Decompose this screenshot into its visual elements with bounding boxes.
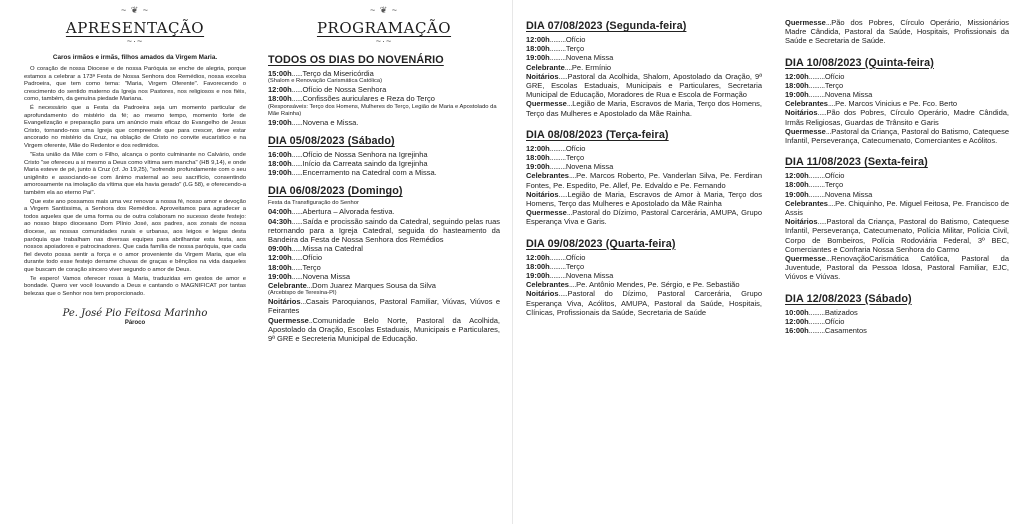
entry-time: 19:00h (526, 53, 550, 63)
entry-label: Quermesse (785, 126, 826, 136)
leader-dots: ...... (291, 117, 303, 127)
entry-time: 18:00h (785, 180, 809, 190)
role-entry (268, 316, 500, 344)
entry-text: Pe. Antônio Mendes, Pe. Sérgio, e Pe. Sebastião (576, 280, 740, 290)
entry-time: 18:00h (268, 159, 292, 169)
day-heading: DIA 06/08/2023 (Domingo) (268, 185, 403, 198)
entry-text: Ofício (565, 143, 586, 153)
entry-text: Novena Missa (565, 271, 614, 281)
schedule-column-4 (785, 6, 1009, 518)
entry-time: 19:00h (526, 162, 550, 172)
section-dia-06 (268, 185, 500, 343)
entry-time: 18:00h (526, 44, 550, 54)
schedule-entry (526, 35, 762, 44)
entry-label: Noitários (785, 217, 818, 227)
entry-text: Pastoral da Criança, Pastoral do Batismo, Catequese Infantil, Perseverança, Catecumenato, Polícia Militar, Polícia Civil, Corpo de Bombeiros, Polícia Rodoviária Federal, 3º BEC, Comerciantes e Confraria Nossa Senhora do Carmo (785, 217, 1009, 254)
leader-dots: .... (568, 280, 577, 290)
role-entry (785, 18, 1009, 46)
schedule-entry (268, 150, 500, 159)
entry-time: 12:00h (785, 71, 809, 81)
entry-text: Confissões auriculares e Reza do Terço (302, 94, 435, 104)
entry-text: Missa na Catedral (302, 244, 363, 254)
entry-text: Pe. Marcos Vinicius e Pe. Fco. Berto (835, 99, 958, 109)
entry-time: 19:00h (268, 168, 292, 178)
schedule-entry (268, 217, 500, 245)
leader-dots: ... (825, 254, 832, 264)
role-entry (526, 280, 762, 289)
entry-time: 12:00h (268, 253, 292, 263)
entry-text: Encerramento na Catedral com a Missa. (302, 168, 437, 178)
entry-label: Noitários (526, 189, 559, 199)
entry-text: Abertura – Alvorada festiva. (302, 207, 395, 217)
role-entry (526, 289, 762, 317)
entry-time: 16:00h (785, 326, 809, 336)
entry-text: Pastoral da Acolhida, Shalom, Apostolado da Oração, 9ª GRE, Escolas Estaduais, Municipais e Particulares, Secretaria Municipal de Educação, Moradores de Rua e Escola de Formação (526, 71, 762, 100)
entry-text: Pão dos Pobres, Círculo Operário, Missionários Madre Cândida, Pastoral da Saúde, Hospitais, Profissionais da Saúde e Secretaria de Saúde. (785, 18, 1009, 46)
leader-dots: ......... (549, 252, 566, 262)
entry-time: 12:00h (526, 252, 550, 262)
entry-text: Casais Paroquianos, Pastoral Familiar, Viúvas, Viúvos e Feirantes (268, 297, 500, 316)
programacao-column (268, 6, 500, 518)
schedule-entry (526, 271, 762, 280)
schedule-column-3 (526, 6, 762, 518)
schedule-entry (268, 94, 500, 103)
schedule-entry (268, 159, 500, 168)
entry-text: Ofício (565, 35, 586, 44)
entry-text: Pe. Ermínio (571, 62, 612, 72)
leader-dots: ..... (558, 71, 568, 81)
schedule-entry (785, 308, 1009, 317)
entry-time: 10:00h (785, 307, 809, 317)
leader-dots: ... (825, 126, 832, 136)
schedule-entry (268, 207, 500, 216)
entry-time: 19:00h (268, 271, 292, 281)
role-entry (526, 171, 762, 189)
entry-time: 12:00h (526, 35, 550, 44)
leader-dots: ...... (291, 244, 303, 254)
entry-text: Ofício de Nossa Senhora na Igrejinha (302, 149, 428, 159)
entry-text: Pastoral do Dízimo, Pastoral Carcerária, Grupo Esperança Viva, Acólitos, AMUPA, Pastoral da Saúde, Hospitais, Clínicas, Profissionais da Saúde, Secretaria de Saúde (526, 289, 762, 317)
signature: Pe. José Pio Feitosa Marinho (62, 308, 208, 320)
schedule-entry (526, 53, 762, 62)
role-entry (526, 99, 762, 117)
note-text: (Responsáveis: Terço dos Homens, Mulheres do Terço, Legião de Maria e Apostolado da Mãe Rainha) (268, 103, 497, 117)
paragraph: Te espero! Vamos oferecer rosas à Maria, traduzidas em gestos de amor e bondade. Quero ver você louvando a Deus e cantando o MAGNIFICAT por tantas belezas que o Senhor nos tem proporcionado. (24, 275, 246, 297)
entry-label: Quermesse (526, 99, 567, 109)
entry-time: 16:00h (268, 149, 292, 159)
entry-text: Pão dos Pobres, Círculo Operário, Madre Cândida, Irmãs Religiosas, Guardas de Trânsito e Garis (785, 108, 1009, 127)
leader-dots: ..... (817, 108, 827, 118)
schedule-entry (268, 69, 500, 78)
entry-label: Celebrante (268, 281, 307, 291)
entry-text: Pe. Chiquinho, Pe. Miguel Feitosa, Pe. Francisco de Assis (785, 198, 1009, 218)
leader-dots: ......... (549, 261, 566, 271)
role-entry (785, 199, 1009, 217)
flourish-bottom-icon: ~·~ (375, 36, 393, 46)
schedule-entry (785, 317, 1009, 326)
role-entry (785, 217, 1009, 254)
leader-dots: .... (564, 62, 572, 72)
entry-text: Ofício de Nossa Senhora (302, 85, 387, 95)
day-heading: DIA 08/08/2023 (Terça-feira) (526, 128, 669, 141)
section-dia-12 (785, 293, 1009, 336)
section-dia-09 (526, 238, 762, 317)
schedule-entry (268, 85, 500, 94)
entry-time: 15:00h (268, 69, 292, 78)
leader-dots: ......... (549, 271, 566, 281)
section-dia-10 (785, 57, 1009, 146)
leader-dots: ... (306, 281, 313, 291)
entry-time: 04:00h (268, 207, 292, 217)
leader-dots: .... (568, 171, 577, 181)
schedule-entry (785, 171, 1009, 180)
leader-dots: ......... (808, 80, 825, 90)
entry-time: 12:00h (526, 143, 550, 153)
entry-label: Noitários (526, 71, 559, 81)
entry-text: Terço (824, 80, 844, 90)
leader-dots: .... (827, 99, 836, 109)
section-dia-11 (785, 156, 1009, 281)
entry-text: Terço da Misericórdia (302, 69, 374, 78)
note-text: (Arcebispo de Teresina-PI) (268, 290, 337, 297)
entry-text: Novena e Missa. (302, 117, 359, 127)
leader-dots: ...... (291, 85, 303, 95)
entry-text: Terço (565, 44, 585, 54)
entry-text: Terço (824, 180, 844, 190)
schedule-entry (526, 162, 762, 171)
role-entry (785, 99, 1009, 108)
apresentacao-column (24, 6, 246, 518)
entry-text: Saída e procissão saindo da Catedral, seguindo pelas ruas retornando para a Igreja Catedral, seguida do hasteamento da Bandeira da Festa de Nossa Senhora dos Remédios (268, 216, 500, 245)
entry-text: Terço (302, 262, 321, 272)
entry-label: Celebrante (526, 62, 565, 72)
leader-dots: ......... (808, 90, 825, 100)
entry-time: 04:30h (268, 216, 292, 226)
leader-dots: ..... (558, 189, 568, 199)
fold-line (512, 0, 513, 524)
leader-dots: ...... (291, 94, 303, 104)
leader-dots: ...... (291, 262, 303, 272)
role-entry (268, 297, 500, 315)
entry-text: Batizados (824, 307, 858, 317)
schedule-entry (268, 244, 500, 253)
leader-dots: ......... (808, 189, 825, 199)
entry-time: 19:00h (526, 271, 550, 281)
schedule-entry (526, 44, 762, 53)
signature-role: Pároco (124, 320, 146, 327)
leader-dots: ......... (549, 153, 566, 163)
entry-time: 18:00h (526, 261, 550, 271)
entry-time: 18:00h (526, 153, 550, 163)
entry-time: 19:00h (268, 117, 292, 127)
schedule-entry (526, 144, 762, 153)
schedule-entry (785, 90, 1009, 99)
leader-dots: ...... (291, 216, 303, 226)
leader-dots: ......... (549, 162, 566, 172)
leader-dots: ......... (808, 316, 825, 326)
entry-label: Noitários (268, 297, 301, 307)
section-todos-os-dias (268, 54, 500, 127)
entry-text: Novena Missa (565, 53, 614, 63)
leader-dots: ...... (291, 207, 303, 217)
flourish-top-icon: ~ ❦ ~ (369, 6, 399, 15)
entry-text: Pastoral do Dízimo, Pastoral Carcerária, AMUPA, Grupo Esperança Viva e Garis. (526, 208, 762, 227)
leader-dots: ......... (549, 53, 566, 63)
role-entry (526, 208, 762, 226)
role-entry (526, 63, 762, 72)
leader-dots: ...... (291, 149, 303, 159)
paragraph: É necessário que a Festa da Padroeira seja um momento particular de aprofundamento do mistério da fé; ao mesmo tempo, momento forte de Evangelização e preparação para um anúncio mais eficaz do Evangelho de Jesus Cristo, tornando-nos uma Igreja que compreende que para crescer, deve estar ancorado no mistério da Cruz, na oblação de Cristo no convite eucarístico e na Virgem oferente, Mãe do Redentor e dos redimidos. (24, 105, 246, 149)
entry-text: Ofício (824, 316, 845, 326)
role-entry (526, 72, 762, 100)
leader-dots: .. (308, 315, 313, 325)
leader-dots: ..... (817, 217, 827, 227)
paragraph: Que este ano possamos mais uma vez renovar a nossa fé, nosso amor e devoção a Virgem Santíssima, a Senhora dos Remédios. Aproveitamos para agradecer a todos aqueles que de uma forma ou de outra colaboram no sucesso deste festejo: ao nosso bispo diocesano Dom Plínio José, aos padres, aos zonais de nossa diocese, as nossas comunidades rurais e urbanas, aos leigos e leigas desta paróquia que trabalham nas diversas equipes para abrilhantar esta festa, aos nossos apoiadores e patrocinadores. Que cada família de nossa paróquia, que cada fiel devoto possa sentir a força e o amor proveniente da Virgem Maria, que ela durante todo esse festejo derrame chuvas de graças e bênçãos na vida daqueles que buscam de coração sincero viver segundo o amor de Deus. (24, 198, 246, 273)
entry-label: Quermesse (526, 208, 567, 218)
day-heading: DIA 12/08/2023 (Sábado) (785, 292, 912, 305)
role-entry (785, 254, 1009, 282)
entry-text: Casamentos (824, 326, 867, 336)
greeting: Caros irmãos e irmãs, filhos amados da Virgem Maria. (52, 54, 218, 61)
entry-time: 18:00h (268, 262, 292, 272)
schedule-entry (785, 72, 1009, 81)
schedule-entry (785, 180, 1009, 189)
leader-dots: ...... (291, 69, 303, 78)
entry-time: 18:00h (268, 94, 292, 104)
leader-dots: ......... (808, 180, 825, 190)
schedule-entry (268, 263, 500, 272)
entry-label: Celebrantes (526, 171, 569, 181)
entry-text: Legião de Maria, Escravos de Amor à Maria, Terço dos Homens, Terço das Mulheres e Apostolado da Mãe Rainha (526, 189, 762, 209)
day-heading: DIA 09/08/2023 (Quarta-feira) (526, 237, 676, 250)
entry-time: 12:00h (785, 316, 809, 326)
note-text: (Shalom e Renovação Carismática Católica) (268, 78, 383, 85)
leader-dots: ......... (549, 143, 566, 153)
leader-dots: .... (827, 198, 836, 208)
day-heading: DIA 05/08/2023 (Sábado) (268, 134, 395, 147)
programacao-title: PROGRAMAÇÃO (316, 19, 452, 37)
entry-time: 18:00h (785, 80, 809, 90)
section-dia-08 (526, 129, 762, 227)
leader-dots: ...... (291, 168, 303, 178)
section-dia-05 (268, 135, 500, 178)
leader-dots: ......... (808, 171, 825, 181)
schedule-entry (268, 272, 500, 281)
leader-dots: ...... (291, 253, 303, 263)
schedule-entry (785, 190, 1009, 199)
apresentacao-title: APRESENTAÇÃO (65, 19, 205, 37)
entry-label: Celebrantes (526, 280, 569, 290)
entry-text: Pe. Marcos Roberto, Pe. Vanderlan Silva, Pe. Ferdiran Fontes, Pe. Espedito, Pe. Allef, Pe. Edvaldo e Pe. Fernando (526, 171, 762, 190)
leader-dots: ..... (558, 289, 568, 299)
leader-dots: ... (566, 99, 573, 109)
schedule-entry (268, 118, 500, 127)
day-heading: DIA 11/08/2023 (Sexta-feira) (785, 156, 928, 169)
note-text: Festa da Transfiguração do Senhor (268, 200, 359, 207)
entry-text: Ofício (824, 171, 845, 181)
day-heading: DIA 10/08/2023 (Quinta-feira) (785, 56, 934, 69)
schedule-entry (785, 81, 1009, 90)
paragraph: O coração de nossa Diocese e de nossa Paróquia se enche de alegria, porque estamos a celebrar a 173ª Festa de Nossa Senhora dos Remédios, nossa excelsa Padroeira, que tem como tema: "Maria, Virgem Oferente". Favorecendo o crescimento do sentido materno da Igreja nos Pastores, nos religiosos e nos fiéis, como, também, da genuína piedade Mariana. (24, 66, 246, 103)
schedule-entry (268, 253, 500, 262)
role-entry (785, 108, 1009, 126)
entry-text: Ofício (302, 253, 323, 263)
entry-text: Terço (565, 261, 585, 271)
leader-dots: ......... (549, 44, 566, 54)
schedule-entry (526, 253, 762, 262)
paragraph: "Esta união da Mãe com o Filho, alcança o ponto culminante no Calvário, onde Cristo "se ofereceu a si mesmo a Deus como vítima sem mancha" (HB 9,14), e onde Maria esteve de pé, junto à Cruz (cf. Jo 19,25), "sofrendo profundamente com o seu unigênito e associando-se com ânimo maternal ao seu sacrifício, consentindo amorosamente na imolação da vítima que ela havia gerado" (LG 58), e oferecendo-a também ela ao eterno Pai". (24, 152, 246, 196)
entry-text: Início da Carreata saindo da Igrejinha (302, 159, 428, 169)
day-heading: DIA 07/08/2023 (Segunda-feira) (526, 20, 687, 32)
flourish-bottom-icon: ~·~ (126, 36, 144, 46)
leader-dots: ...... (291, 159, 303, 169)
entry-label: Noitários (526, 289, 559, 299)
schedule-entry (785, 326, 1009, 335)
section-dia-07 (526, 20, 762, 118)
entry-text: Novena Missa (824, 189, 873, 199)
entry-text: RenovaçãoCarismática Católica, Pastoral da Juventude, Pastoral da Pessoa Idosa, Pastoral Familiar, EJC, Viúvos e Viúvas. (785, 254, 1009, 282)
flourish-top-icon: ~ ❦ ~ (120, 6, 150, 15)
day-heading: TODOS OS DIAS DO NOVENÁRIO (268, 54, 444, 66)
role-entry (526, 190, 762, 208)
entry-text: Ofício (565, 252, 586, 262)
schedule-entry (268, 168, 500, 177)
entry-text: Comunidade Belo Norte, Pastoral da Acolhida, Apostolado da Oração, Escolas Estaduais, Municipais e Particulares, 9ª GRE e Secreteria Municipal de Educação. (268, 315, 500, 344)
entry-label: Celebrantes (785, 198, 828, 208)
entry-time: 19:00h (785, 189, 809, 199)
leader-dots: ......... (549, 35, 566, 44)
entry-label: Noitários (785, 108, 818, 118)
leader-dots: ......... (808, 326, 825, 336)
entry-label: Quermesse (785, 18, 826, 27)
entry-text: Legião de Maria, Escravos de Maria, Terço dos Homens, Terço das Mulheres e Apostolado da Mãe Rainha. (526, 99, 762, 118)
entry-time: 09:00h (268, 244, 292, 254)
leader-dots: ......... (808, 307, 825, 317)
entry-text: Terço (565, 153, 585, 163)
role-entry (785, 127, 1009, 145)
entry-text: Pastoral da Criança, Pastoral do Batismo, Catequese Infantil, Perseverança, Catecumenato, Comerciantes e Acólitos. (785, 126, 1009, 146)
schedule-entry (526, 262, 762, 271)
entry-text: Novena Missa (302, 271, 350, 281)
entry-time: 12:00h (785, 171, 809, 181)
leader-dots: ...... (291, 271, 303, 281)
entry-time: 12:00h (268, 85, 292, 95)
leader-dots: ......... (808, 71, 825, 81)
section-dia-09-continued (785, 18, 1009, 46)
entry-text: Novena Missa (565, 162, 614, 172)
entry-label: Quermesse (785, 254, 826, 264)
leader-dots: ... (825, 18, 832, 27)
role-entry (268, 281, 500, 290)
entry-time: 19:00h (785, 90, 809, 100)
entry-text: Dom Juarez Marques Sousa da Silva (312, 281, 436, 291)
entry-label: Quermesse (268, 315, 309, 325)
entry-label: Celebrantes (785, 99, 828, 109)
entry-text: Novena Missa (824, 90, 873, 100)
entry-text: Ofício (824, 71, 845, 81)
schedule-entry (526, 153, 762, 162)
leader-dots: ... (566, 208, 573, 218)
leader-dots: ... (300, 297, 306, 307)
